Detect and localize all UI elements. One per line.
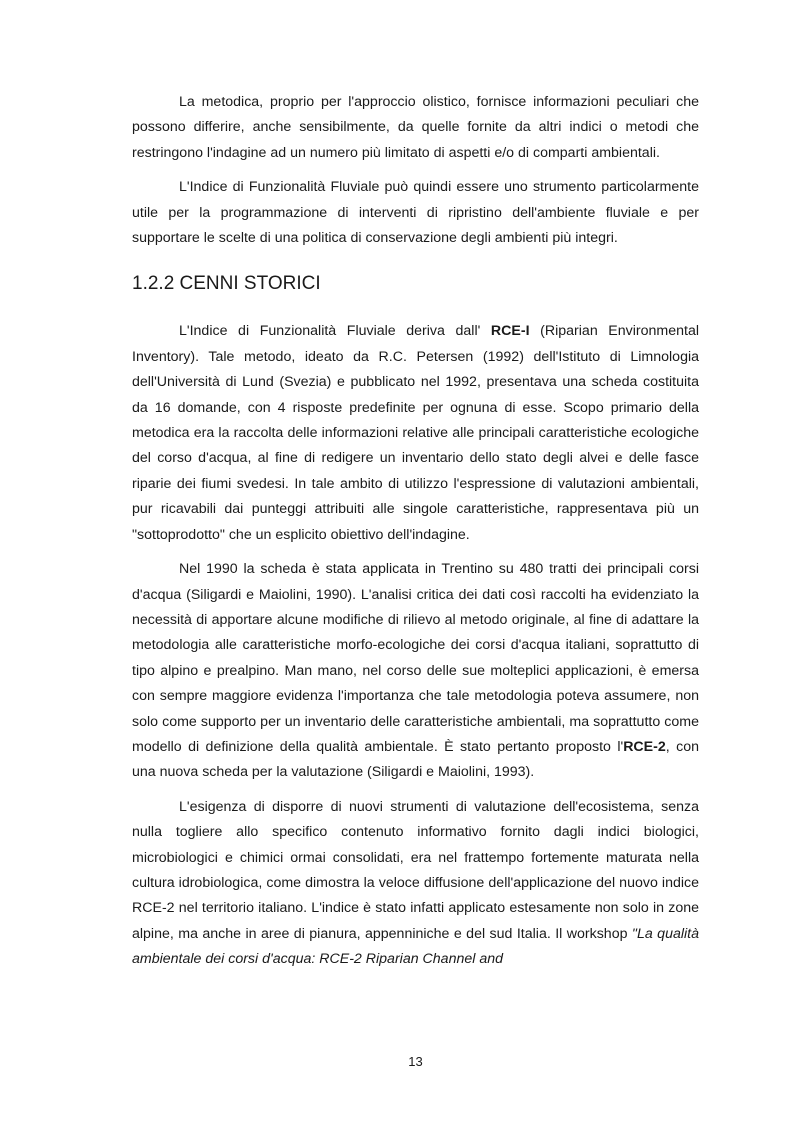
text-run: , con una nuova scheda per la valutazione (Siligardi e Maiolini, 1993). bbox=[132, 738, 699, 781]
section-heading: 1.2.2 CENNI STORICI bbox=[132, 273, 321, 295]
page-number: 13 bbox=[408, 1054, 423, 1069]
paragraph-strumento-utile: L'Indice di Funzionalità Fluviale può quindi essere uno strumento particolarmente utile per la programmazione di interventi di ripristino dell'ambiente fluviale e per supportare le scelte di una politica di conservazione degli ambienti più integri. bbox=[132, 179, 699, 247]
bold-term-rce-i: RCE-I bbox=[490, 323, 530, 340]
italic-workshop-title: "La qualità ambientale dei corsi d'acqua: RCE-2 Riparian Channel and bbox=[132, 925, 699, 968]
bold-term-rce-2: RCE-2 bbox=[623, 738, 666, 755]
paragraph-esigenza-strumenti bbox=[132, 795, 699, 973]
paragraph-rce-i bbox=[132, 319, 699, 548]
document-page bbox=[132, 90, 699, 982]
text-run: (Riparian Environmental Inventory). Tale metodo, ideato da R.C. Petersen (1992) dell'Istituto di Limnologia dell'Università di Lund (Svezia) e pubblicato nel 1992, presentava una scheda costituita da 16 domande, con 4 risposte predefinite per ognuna di esse. Scopo primario della metodica era la raccolta delle informazioni relative alle principali caratteristiche ecologiche del corso d'acqua, al fine di redigere un inventario dello stato degli alvei e delle fasce riparie dei fiumi svedesi. In tale ambito di utilizzo l'espressione di valutazioni ambientali, pur ricavabili dai punteggi attribuiti alle singole caratteristiche, rappresentava più un "sottoprodotto" che un esplicito obiettivo dell'indagine. bbox=[132, 323, 699, 543]
text-run: Nel 1990 la scheda è stata applicata in Trentino su 480 tratti dei principali corsi d'acqua (Siligardi e Maiolini, 1990). L'analisi critica dei dati così raccolti ha evidenziato la necessità di apportare alcune modifiche di rilievo al metodo originale, al fine di adattare la metodologia alle caratteristiche morfo-ecologiche dei corsi d'acqua italiani, soprattutto di tipo alpino e prealpino. Man mano, nel corso delle sue molteplici applicazioni, è emersa con sempre maggiore evidenza l'importanza che tale metodologia poteva assumere, non solo come supporto per un inventario delle caratteristiche ambientali, ma soprattutto come modello di definizione della qualità ambientale. È stato pertanto proposto l' bbox=[132, 561, 699, 755]
paragraph-trentino-1990 bbox=[132, 557, 699, 786]
paragraph-approccio-olistico: La metodica, proprio per l'approccio olistico, fornisce informazioni peculiari che possono differire, anche sensibilmente, da quelle fornite da altri indici o metodi che restringono l'indagine ad un numero più limitato di aspetti e/o di comparti ambientali. bbox=[132, 94, 699, 161]
text-run: L'Indice di Funzionalità Fluviale deriva dall' bbox=[179, 323, 491, 340]
text-run: L'esigenza di disporre di nuovi strumenti di valutazione dell'ecosistema, senza nulla togliere allo specifico contenuto informativo fornito dagli indici biologici, microbiologici e chimici ormai consolidati, era nel frattempo fortemente maturata nella cultura idrobiologica, come dimostra la veloce diffusione dell'applicazione del nuovo indice RCE-2 nel territorio italiano. L'indice è stato infatti applicato estesamente non solo in zone alpine, ma anche in aree di pianura, appenniniche e del sud Italia. Il workshop bbox=[132, 798, 699, 942]
